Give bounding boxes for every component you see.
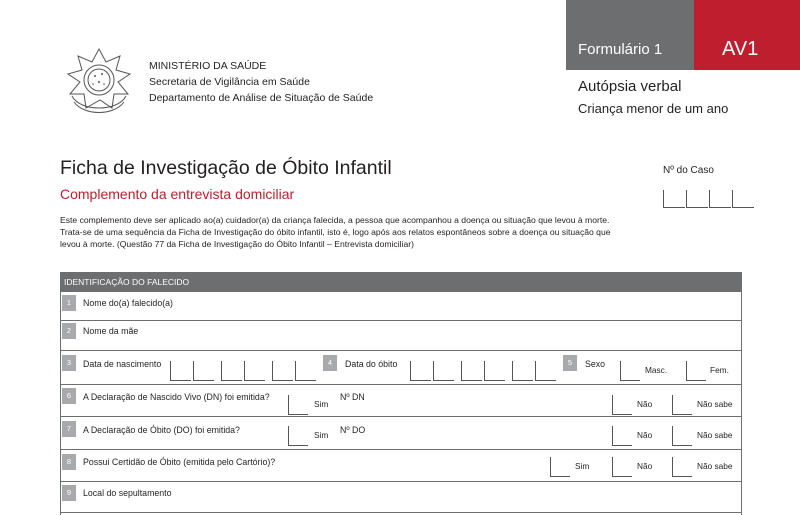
do-yes-label: Sim [314,430,329,440]
row-divider [60,416,742,417]
do-unknown-label: Não sabe [697,430,733,440]
certificate-no-checkbox[interactable] [612,457,632,477]
row-divider [60,320,742,321]
dn-unknown-checkbox[interactable] [672,395,692,415]
row-divider [60,384,742,385]
certificate-unknown-label: Não sabe [697,461,733,471]
ministry-secretariat: Secretaria de Vigilância em Saúde [149,76,310,88]
birth-date-label: Data de nascimento [83,359,162,369]
certificate-no-label: Não [637,461,653,471]
document-subtitle: Complemento da entrevista domiciliar [60,186,295,202]
row-divider [60,512,742,513]
death-certificate-label: Possui Certidão de Óbito (emitida pelo Cartório)? [83,457,276,467]
burial-place-label: Local do sepultamento [83,488,172,498]
ministry-name: MINISTÉRIO DA SAÚDE [149,60,267,72]
question-number: 9 [62,485,76,501]
death-month-digit-1[interactable] [461,361,482,381]
dn-yes-checkbox[interactable] [288,395,308,415]
sex-male-label: Masc. [645,365,668,375]
certificate-unknown-checkbox[interactable] [672,457,692,477]
deceased-name-label: Nome do(a) falecido(a) [83,298,173,308]
row-divider [60,449,742,450]
form-code: AV1 [722,38,759,60]
question-number: 2 [62,323,76,339]
death-year-digit-2[interactable] [535,361,556,381]
row-divider [60,481,742,482]
dn-yes-label: Sim [314,399,329,409]
death-month-digit-2[interactable] [484,361,505,381]
dn-issued-label: A Declaração de Nascido Vivo (DN) foi emitida? [83,392,270,402]
case-digit-4[interactable] [732,190,754,208]
dn-unknown-label: Não sabe [697,399,733,409]
birth-day-digit-1[interactable] [170,361,191,381]
do-number-label: Nº DO [340,425,366,435]
do-yes-checkbox[interactable] [288,426,308,446]
death-day-digit-1[interactable] [410,361,431,381]
sex-male-checkbox[interactable] [620,361,640,381]
question-number: 1 [62,295,76,311]
sex-label: Sexo [585,359,606,369]
birth-month-digit-1[interactable] [221,361,242,381]
question-number: 6 [62,388,76,404]
row-divider [60,350,742,351]
form-number-block [566,0,694,70]
intro-text [60,214,620,250]
sex-female-label: Fem. [710,365,729,375]
do-no-checkbox[interactable] [612,426,632,446]
section-header: IDENTIFICAÇÃO DO FALECIDO [60,272,742,292]
intro-line-1: Este complemento deve ser aplicado ao(a) cuidador(a) da criança falecida, a pessoa que acompanhou a doença ou situação que levou à morte. [60,215,610,225]
death-date-label: Data do óbito [345,359,398,369]
case-digit-1[interactable] [663,190,685,208]
ministry-department: Departamento de Análise de Situação de Saúde [149,92,374,104]
birth-year-digit-1[interactable] [272,361,293,381]
form-subtitle-2: Criança menor de um ano [578,101,729,116]
question-number: 8 [62,454,76,470]
question-number: 4 [323,355,337,371]
certificate-yes-checkbox[interactable] [550,457,570,477]
birth-month-digit-2[interactable] [244,361,265,381]
do-no-label: Não [637,430,653,440]
brazil-coat-of-arms-icon [62,46,136,120]
question-number: 5 [563,355,577,371]
sex-female-checkbox[interactable] [686,361,706,381]
question-number: 3 [62,355,76,371]
birth-year-digit-2[interactable] [295,361,316,381]
mother-name-label: Nome da mãe [83,326,139,336]
certificate-yes-label: Sim [575,461,590,471]
case-digit-2[interactable] [686,190,708,208]
death-day-digit-2[interactable] [433,361,454,381]
do-issued-label: A Declaração de Óbito (DO) foi emitida? [83,425,240,435]
death-year-digit-1[interactable] [512,361,533,381]
dn-no-label: Não [637,399,653,409]
birth-day-digit-2[interactable] [193,361,214,381]
case-number-label: Nº do Caso [663,165,714,176]
document-title: Ficha de Investigação de Óbito Infantil [60,157,392,179]
case-digit-3[interactable] [709,190,731,208]
form-subtitle-1: Autópsia verbal [578,78,682,95]
dn-no-checkbox[interactable] [612,395,632,415]
do-unknown-checkbox[interactable] [672,426,692,446]
intro-line-2: Trata-se de uma sequência da Ficha de Investigação do óbito infantil, isto é, logo após aos relatos espontâneos sobre a doença ou situação que levou à morte. (Questão 77 da Ficha de Investigação do Óbito Infantil – Entrevista domiciliar) [60,227,611,249]
form-label: Formulário 1 [578,41,663,58]
dn-number-label: Nº DN [340,392,365,402]
question-number: 7 [62,421,76,437]
